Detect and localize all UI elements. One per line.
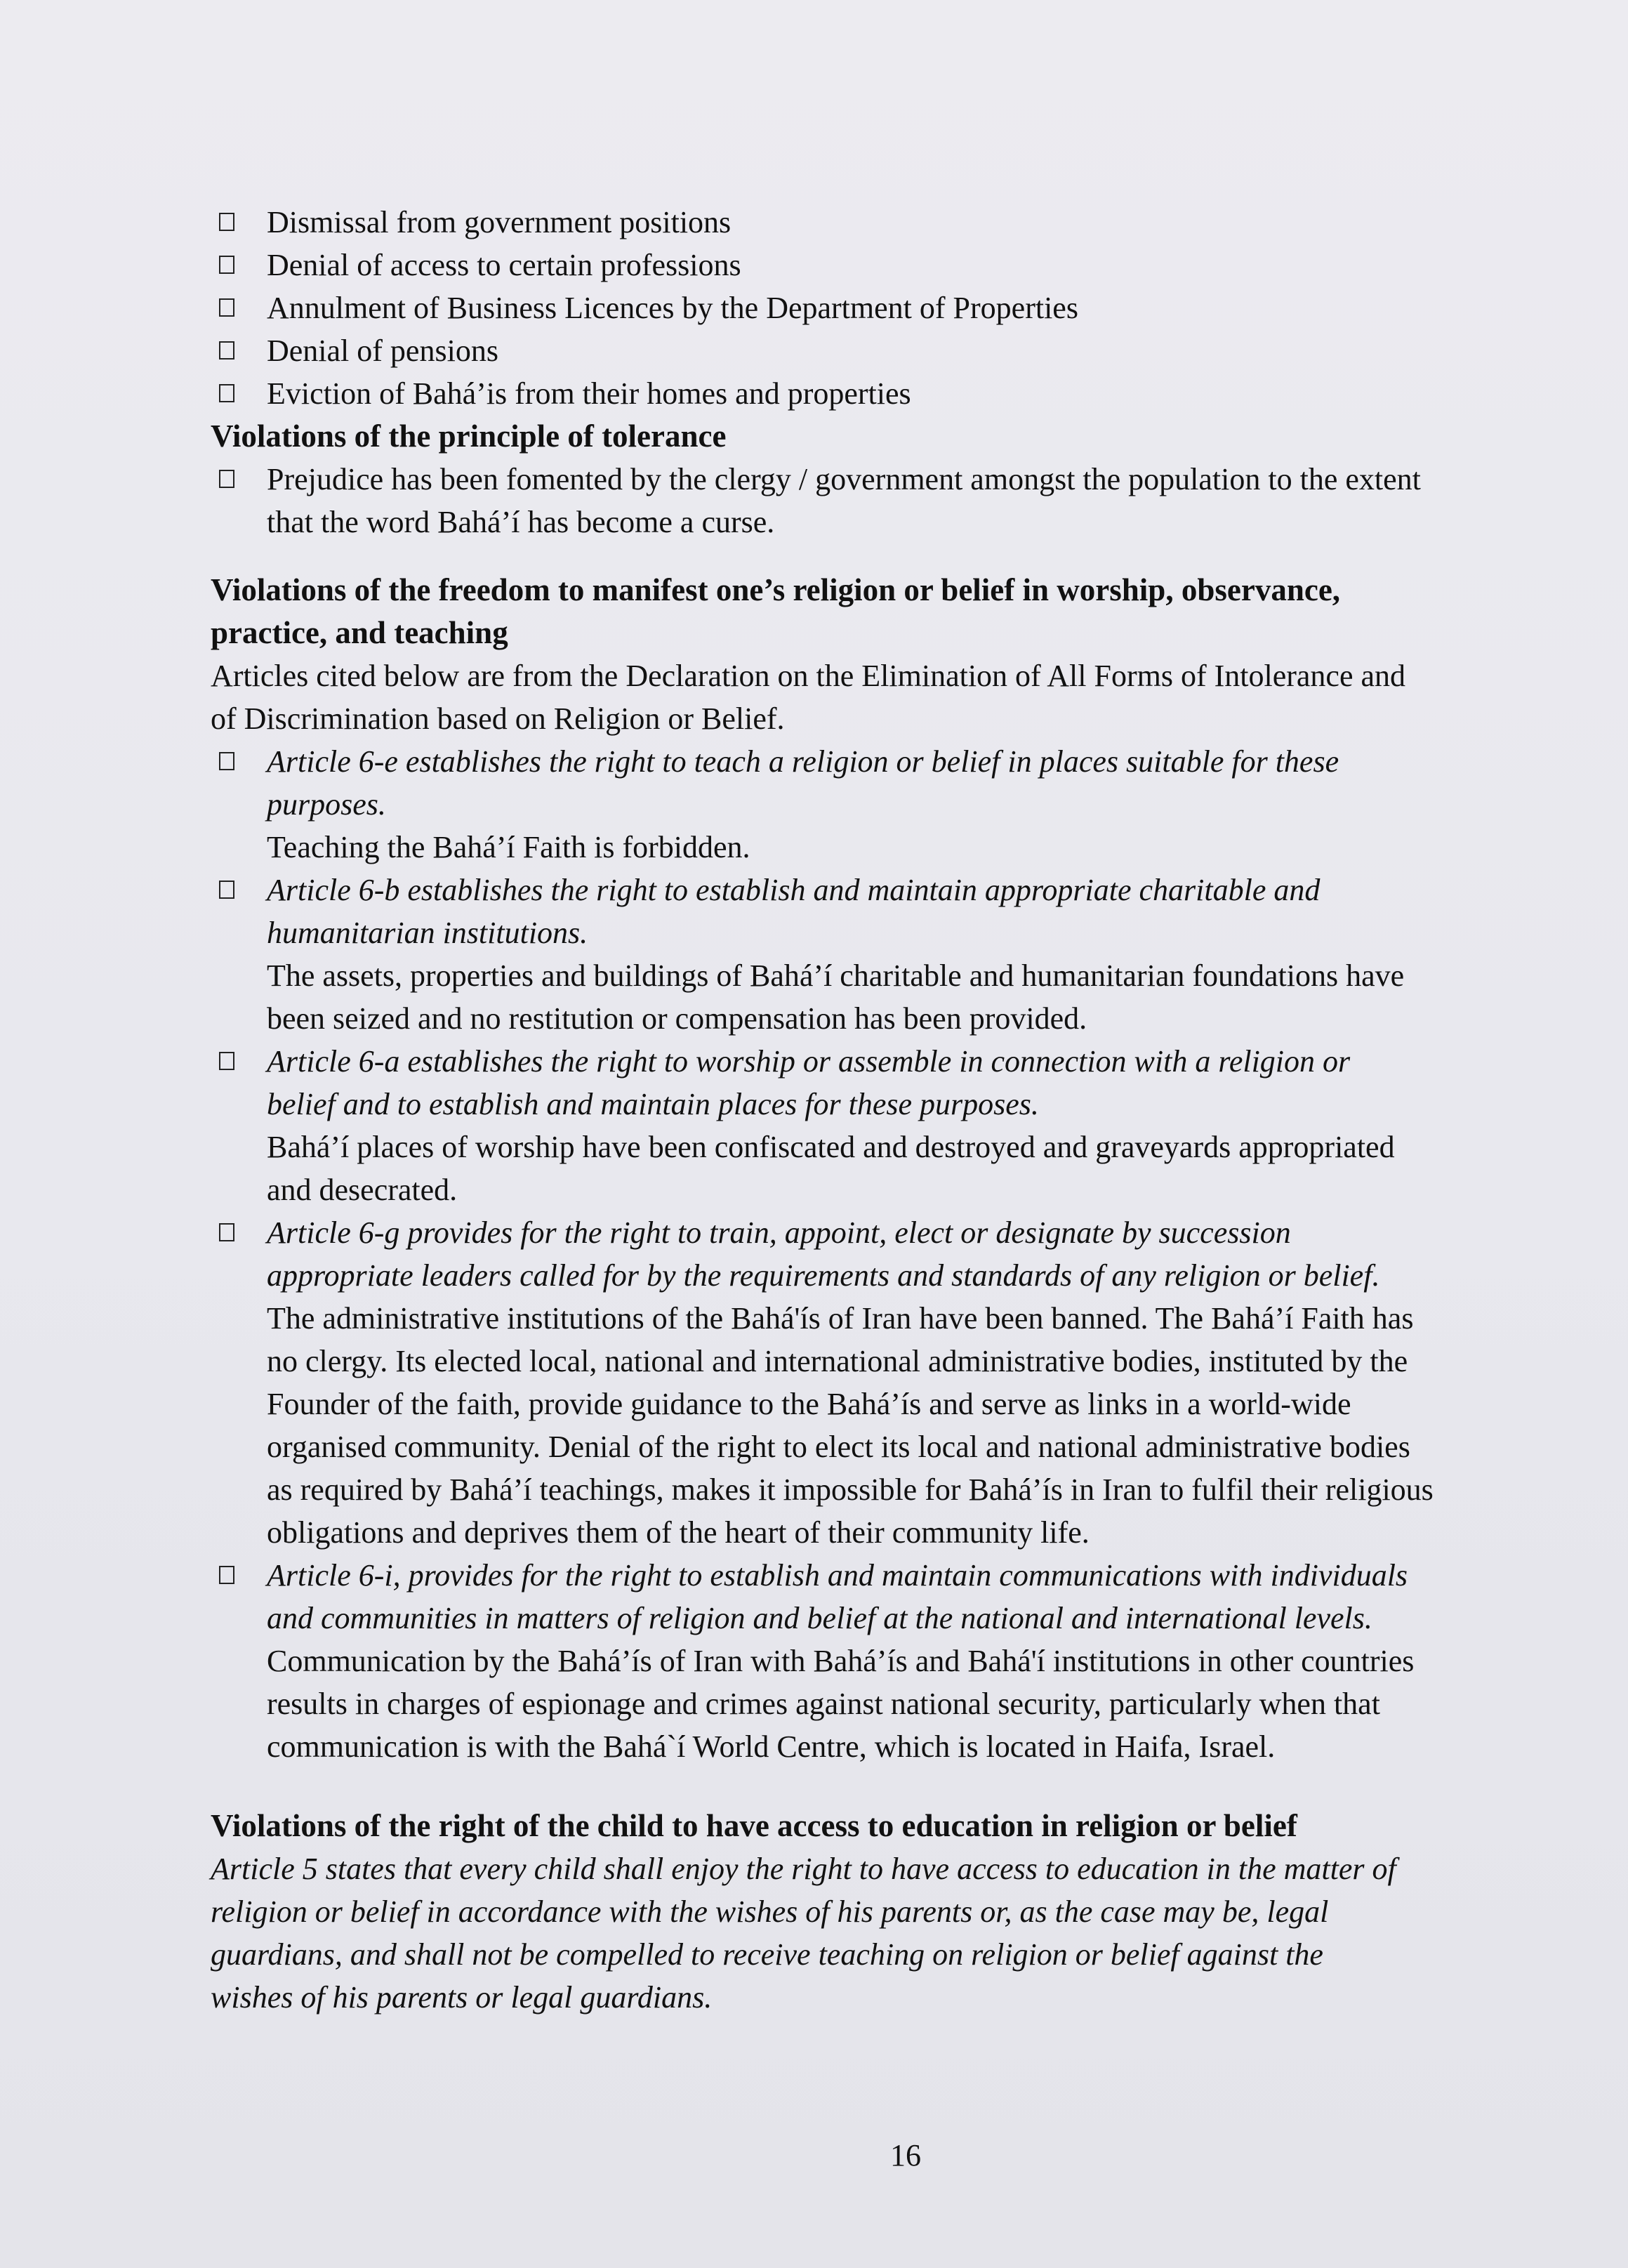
article-body: The administrative institutions of the Bahá'ís of Iran have been banned. The Bahá’í Faith has <box>267 1301 1414 1336</box>
checkbox-bullet-icon <box>219 298 234 317</box>
article-body: Founder of the faith, provide guidance to the Bahá’ís and serve as links in a world-wide <box>267 1387 1351 1421</box>
page-content <box>211 201 1601 2019</box>
list-item: Eviction of Bahá’is from their homes and properties <box>211 372 1601 415</box>
checkbox-bullet-icon <box>219 752 234 770</box>
article-item-cont: appropriate leaders called for by the requirements and standards of any religion or belief. <box>267 1258 1380 1293</box>
section-heading-tolerance: Violations of the principle of tolerance <box>211 418 727 454</box>
checkbox-bullet-icon <box>219 384 234 402</box>
article-item: Article 6-a establishes the right to worship or assemble in connection with a religion or <box>211 1040 1601 1083</box>
spacer <box>211 1768 1601 1805</box>
article-item: Article 6-i, provides for the right to establish and maintain communications with individuals <box>211 1554 1601 1597</box>
intro-text: of Discrimination based on Religion or Belief. <box>211 701 785 736</box>
article-body: results in charges of espionage and crimes against national security, particularly when that <box>267 1687 1380 1721</box>
article-body: The assets, properties and buildings of Bahá’í charitable and humanitarian foundations have <box>267 958 1405 993</box>
list-item: Denial of pensions <box>211 329 1601 372</box>
article-body: no clergy. Its elected local, national and international administrative bodies, instituted by the <box>267 1344 1408 1378</box>
spacer <box>211 543 1601 569</box>
list-item-continuation: that the word Bahá’í has become a curse. <box>267 505 775 539</box>
article-item: Article 6-g provides for the right to train, appoint, elect or designate by succession <box>211 1211 1601 1254</box>
article-item: Article 6-e establishes the right to teach a religion or belief in places suitable for these <box>211 740 1601 783</box>
article-body: and desecrated. <box>267 1173 458 1207</box>
checkbox-bullet-icon <box>219 256 234 274</box>
checkbox-bullet-icon <box>219 470 234 488</box>
checkbox-bullet-icon <box>219 341 234 360</box>
list-item: Dismissal from government positions <box>211 201 1601 244</box>
article-item-cont: humanitarian institutions. <box>267 916 588 950</box>
section-heading-worship-cont: practice, and teaching <box>211 615 508 650</box>
article-item: Article 6-b establishes the right to establish and maintain appropriate charitable and <box>211 869 1601 911</box>
section-heading-child: Violations of the right of the child to have access to education in religion or belief <box>211 1808 1297 1843</box>
page-number: 16 <box>890 2138 921 2173</box>
article-body: Communication by the Bahá’ís of Iran with Bahá’ís and Bahá'í institutions in other countries <box>267 1644 1415 1678</box>
list-item: Annulment of Business Licences by the Department of Properties <box>211 286 1601 329</box>
checkbox-bullet-icon <box>219 881 234 899</box>
article-item-cont: belief and to establish and maintain places for these purposes. <box>267 1087 1039 1121</box>
child-text: wishes of his parents or legal guardians. <box>211 1980 713 2015</box>
checkbox-bullet-icon <box>219 1052 234 1070</box>
list-item: Prejudice has been fomented by the clergy / government amongst the population to the extent <box>211 458 1601 501</box>
child-text: religion or belief in accordance with the wishes of his parents or, as the case may be, legal <box>211 1894 1329 1929</box>
article-body: Teaching the Bahá’í Faith is forbidden. <box>267 830 750 864</box>
article-body: been seized and no restitution or compensation has been provided. <box>267 1001 1087 1036</box>
checkbox-bullet-icon <box>219 213 234 231</box>
article-body: Bahá’í places of worship have been confiscated and destroyed and graveyards appropriated <box>267 1130 1395 1164</box>
list-item: Denial of access to certain professions <box>211 244 1601 286</box>
child-text: guardians, and shall not be compelled to receive teaching on religion or belief against the <box>211 1937 1323 1972</box>
checkbox-bullet-icon <box>219 1566 234 1584</box>
article-body: as required by Bahá’í teachings, makes it impossible for Bahá’ís in Iran to fulfil their religious <box>267 1472 1434 1507</box>
article-body: communication is with the Bahá`í World Centre, which is located in Haifa, Israel. <box>267 1729 1276 1764</box>
article-item-cont: and communities in matters of religion and belief at the national and international levels. <box>267 1601 1372 1635</box>
intro-text: Articles cited below are from the Declaration on the Elimination of All Forms of Intolerance and <box>211 659 1406 693</box>
article-body: organised community. Denial of the right to elect its local and national administrative bodies <box>267 1430 1410 1464</box>
checkbox-bullet-icon <box>219 1223 234 1241</box>
article-body: obligations and deprives them of the heart of their community life. <box>267 1515 1090 1550</box>
article-item-cont: purposes. <box>267 787 386 822</box>
section-heading-worship: Violations of the freedom to manifest one’s religion or belief in worship, observance, <box>211 572 1341 607</box>
child-text: Article 5 states that every child shall enjoy the right to have access to education in the matter of <box>211 1852 1396 1886</box>
